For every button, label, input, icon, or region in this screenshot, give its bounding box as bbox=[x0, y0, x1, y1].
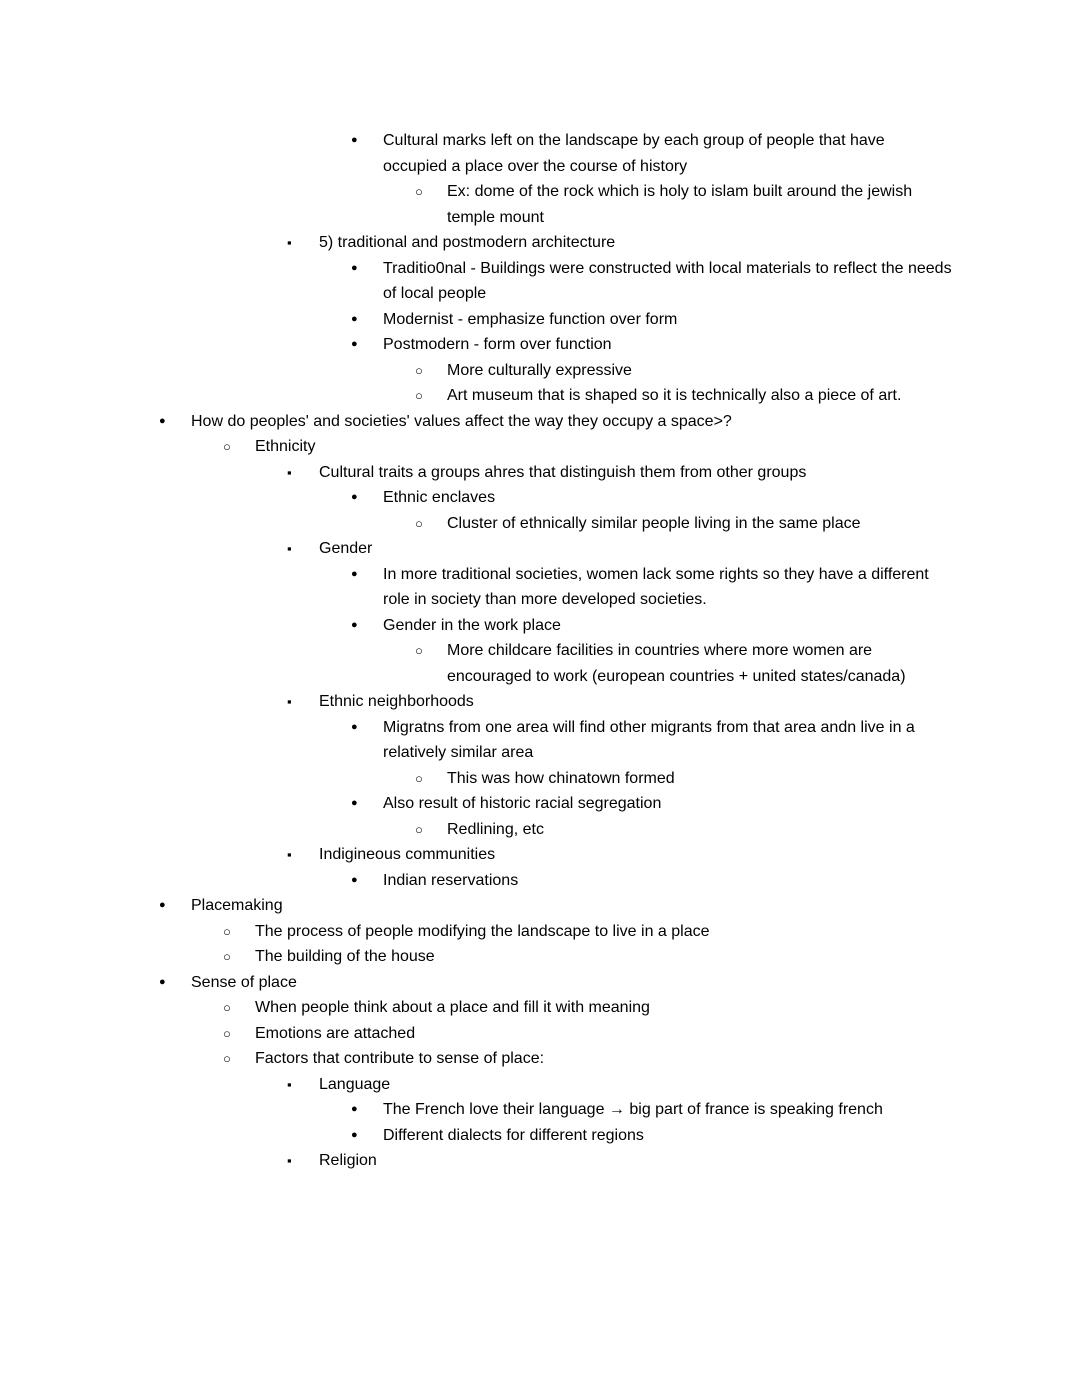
circle-bullet-icon: ○ bbox=[415, 515, 423, 531]
list-item-text: Sense of place bbox=[191, 973, 297, 991]
list-item bbox=[127, 307, 953, 333]
list-item bbox=[127, 817, 953, 843]
list-item-text: Ex: dome of the rock which is holy to islam built around the jewish temple mount bbox=[447, 183, 913, 226]
circle-bullet-icon: ○ bbox=[223, 949, 231, 964]
list-item-text: Also result of historic racial segregation bbox=[383, 795, 662, 812]
square-bullet-icon: ▪ bbox=[287, 1153, 292, 1168]
circle-bullet-icon: ○ bbox=[415, 821, 423, 837]
list-item-text: Indigineous communities bbox=[319, 846, 496, 863]
disc-bullet-icon: ● bbox=[351, 261, 358, 274]
list-item-text: Modernist - emphasize function over form bbox=[383, 310, 678, 328]
list-item-text: In more traditional societies, women lack some rights so they have a different role in society than more developed societies. bbox=[383, 565, 929, 608]
list-item bbox=[127, 1072, 953, 1098]
list-item bbox=[127, 485, 953, 511]
list-item-text: How do peoples' and societies' values affect the way they occupy a space>? bbox=[191, 412, 732, 430]
list-item bbox=[127, 970, 953, 996]
list-item bbox=[127, 128, 953, 179]
list-item-text: More culturally expressive bbox=[447, 361, 632, 379]
list-item-text: Cultural marks left on the landscape by each group of people that have occupied a place over the course of history bbox=[383, 132, 885, 175]
disc-bullet-icon: ● bbox=[159, 899, 166, 911]
list-item bbox=[127, 919, 953, 945]
list-item bbox=[127, 536, 953, 562]
circle-bullet-icon: ○ bbox=[223, 1025, 231, 1041]
list-item bbox=[127, 715, 953, 766]
disc-bullet-icon: ● bbox=[159, 414, 166, 427]
list-item-text: More childcare facilities in countries where more women are encouraged to work (european countries + united states/canada) bbox=[447, 642, 906, 685]
disc-bullet-icon: ● bbox=[351, 134, 358, 146]
square-bullet-icon: ▪ bbox=[287, 464, 292, 480]
list-item bbox=[127, 1046, 953, 1072]
list-item bbox=[127, 868, 953, 894]
list-item-text: Redlining, etc bbox=[447, 820, 544, 838]
square-bullet-icon: ▪ bbox=[287, 847, 292, 862]
list-item bbox=[127, 766, 953, 792]
list-item bbox=[127, 893, 953, 919]
circle-bullet-icon: ○ bbox=[223, 923, 231, 939]
list-item-text: Traditio0nal - Buildings were constructed with local materials to reflect the needs of local people bbox=[383, 259, 952, 302]
list-item bbox=[127, 332, 953, 358]
disc-bullet-icon: ● bbox=[351, 312, 358, 325]
list-item-text: When people think about a place and fill it with meaning bbox=[255, 999, 650, 1016]
list-item bbox=[127, 689, 953, 715]
circle-bullet-icon: ○ bbox=[415, 388, 423, 403]
square-bullet-icon: ▪ bbox=[287, 1076, 292, 1092]
list-item-text: The French love their language → big part of france is speaking french bbox=[383, 1101, 883, 1118]
square-bullet-icon: ▪ bbox=[287, 694, 292, 709]
list-item bbox=[127, 409, 953, 435]
list-item-text: Cultural traits a groups ahres that distinguish them from other groups bbox=[319, 463, 807, 481]
disc-bullet-icon: ● bbox=[351, 491, 358, 503]
circle-bullet-icon: ○ bbox=[223, 439, 231, 454]
list-item bbox=[127, 613, 953, 639]
list-item bbox=[127, 995, 953, 1021]
disc-bullet-icon: ● bbox=[351, 618, 358, 631]
list-item bbox=[127, 230, 953, 256]
list-item bbox=[127, 791, 953, 817]
list-item bbox=[127, 434, 953, 460]
list-item bbox=[127, 842, 953, 868]
list-item bbox=[127, 460, 953, 486]
list-item-text: Religion bbox=[319, 1152, 377, 1169]
list-item-text: The process of people modifying the landscape to live in a place bbox=[255, 922, 710, 940]
list-item bbox=[127, 383, 953, 409]
disc-bullet-icon: ● bbox=[351, 797, 358, 809]
circle-bullet-icon: ○ bbox=[415, 770, 423, 786]
disc-bullet-icon: ● bbox=[351, 720, 358, 733]
list-item bbox=[127, 562, 953, 613]
list-item-text: Factors that contribute to sense of place: bbox=[255, 1050, 545, 1067]
bullet-list bbox=[127, 128, 953, 1174]
disc-bullet-icon: ● bbox=[351, 338, 358, 350]
list-item-text: Placemaking bbox=[191, 897, 283, 914]
list-item-text: Language bbox=[319, 1075, 391, 1093]
list-item bbox=[127, 1123, 953, 1149]
list-item bbox=[127, 638, 953, 689]
circle-bullet-icon: ○ bbox=[223, 1051, 231, 1066]
circle-bullet-icon: ○ bbox=[223, 1000, 231, 1015]
list-item-text: Emotions are attached bbox=[255, 1024, 416, 1042]
circle-bullet-icon: ○ bbox=[415, 184, 423, 199]
disc-bullet-icon: ● bbox=[351, 1128, 358, 1141]
list-item-text: Postmodern - form over function bbox=[383, 336, 612, 353]
list-item bbox=[127, 179, 953, 230]
square-bullet-icon: ▪ bbox=[287, 541, 292, 556]
disc-bullet-icon: ● bbox=[159, 975, 166, 988]
list-item bbox=[127, 1148, 953, 1174]
list-item-text: Different dialects for different regions bbox=[383, 1126, 644, 1144]
list-item bbox=[127, 944, 953, 970]
list-item-text: Indian reservations bbox=[383, 871, 519, 889]
disc-bullet-icon: ● bbox=[351, 1103, 358, 1115]
list-item-text: Migratns from one area will find other migrants from that area andn live in a relatively similar area bbox=[383, 718, 915, 761]
list-item-text: Art museum that is shaped so it is technically also a piece of art. bbox=[447, 387, 902, 404]
list-item-text: Cluster of ethnically similar people living in the same place bbox=[447, 514, 861, 532]
circle-bullet-icon: ○ bbox=[415, 643, 423, 658]
disc-bullet-icon: ● bbox=[351, 873, 358, 886]
list-item bbox=[127, 511, 953, 537]
list-item-text: Ethnic neighborhoods bbox=[319, 693, 474, 710]
list-item bbox=[127, 256, 953, 307]
list-item bbox=[127, 1097, 953, 1123]
circle-bullet-icon: ○ bbox=[415, 362, 423, 378]
list-item-text: Gender in the work place bbox=[383, 616, 561, 634]
list-item bbox=[127, 1021, 953, 1047]
list-item-text: The building of the house bbox=[255, 948, 435, 965]
list-item-text: This was how chinatown formed bbox=[447, 769, 675, 787]
list-item-text: Ethnic enclaves bbox=[383, 489, 496, 506]
list-item-text: 5) traditional and postmodern architecture bbox=[319, 234, 616, 251]
list-item-text: Ethnicity bbox=[255, 438, 316, 455]
disc-bullet-icon: ● bbox=[351, 567, 358, 580]
square-bullet-icon: ▪ bbox=[287, 235, 292, 250]
list-item-text: Gender bbox=[319, 540, 373, 557]
list-item bbox=[127, 358, 953, 384]
